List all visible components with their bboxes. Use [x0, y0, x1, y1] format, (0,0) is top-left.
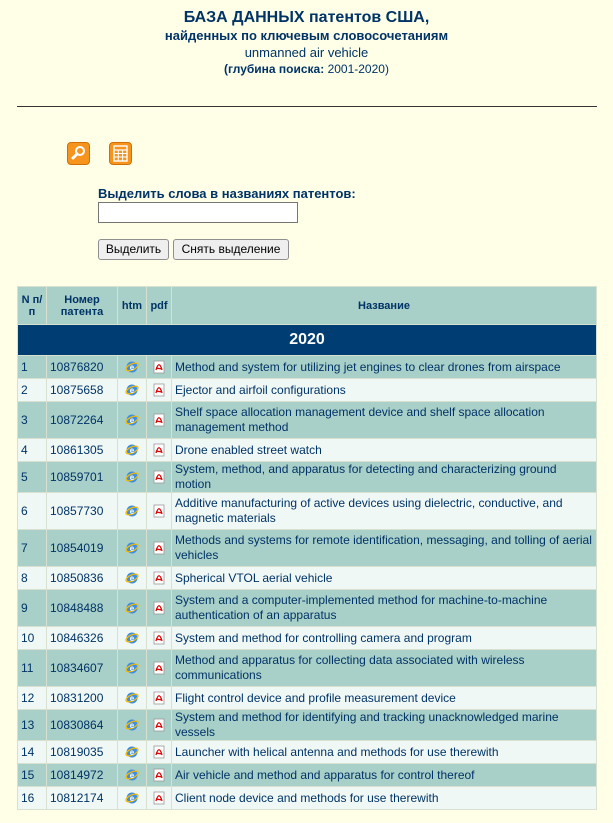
patent-number[interactable]: [47, 787, 118, 810]
table-row: [18, 379, 597, 402]
search-query: unmanned air vehicle: [0, 44, 613, 61]
ie-icon[interactable]: [125, 571, 139, 585]
patent-number-text[interactable]: 10819035: [50, 745, 103, 759]
htm-link[interactable]: [118, 462, 147, 493]
col-header-name: Название: [172, 287, 597, 325]
patent-number[interactable]: [47, 650, 118, 687]
highlight-button[interactable]: Выделить: [98, 239, 169, 260]
pdf-icon[interactable]: [152, 470, 166, 484]
patent-number-text[interactable]: 10834607: [50, 661, 103, 675]
page-subtitle: найденных по ключевым словосочетаниям: [0, 27, 613, 44]
ie-icon[interactable]: [125, 383, 139, 397]
table-row: [18, 687, 597, 710]
htm-link[interactable]: [118, 687, 147, 710]
patent-title: Launcher with helical antenna and methods for use therewith: [172, 741, 597, 764]
svg-text:e: e: [130, 794, 135, 803]
patent-number[interactable]: [47, 741, 118, 764]
patent-number-text[interactable]: 10814972: [50, 768, 103, 782]
ie-icon[interactable]: [125, 360, 139, 374]
patent-title: Methods and systems for remote identification, messaging, and tolling of aerial vehicles: [172, 530, 597, 567]
clear-highlight-button[interactable]: Снять выделение: [173, 239, 289, 260]
pdf-link[interactable]: [147, 650, 172, 687]
pdf-link[interactable]: [147, 687, 172, 710]
search-depth-label: (глубина поиска:: [224, 62, 324, 76]
row-number: 5: [18, 462, 47, 493]
patent-number[interactable]: [47, 379, 118, 402]
pdf-icon[interactable]: [152, 541, 166, 555]
highlight-label: Выделить слова в названиях патентов:: [98, 186, 356, 201]
row-number: 8: [18, 567, 47, 590]
table-row: [18, 710, 597, 741]
table-row: [18, 764, 597, 787]
row-number: 9: [18, 590, 47, 627]
svg-text:e: e: [130, 544, 135, 553]
patent-title: Client node device and methods for use therewith: [172, 787, 597, 810]
patent-number-text[interactable]: 10850836: [50, 571, 103, 585]
patent-title: Spherical VTOL aerial vehicle: [172, 567, 597, 590]
col-header-n: N п/п: [18, 287, 47, 325]
htm-link[interactable]: [118, 741, 147, 764]
ie-icon[interactable]: [125, 470, 139, 484]
ie-icon[interactable]: [125, 443, 139, 457]
patent-number-text[interactable]: 10846326: [50, 631, 103, 645]
patent-number[interactable]: [47, 710, 118, 741]
col-header-htm: htm: [118, 287, 147, 325]
ie-icon[interactable]: [125, 413, 139, 427]
patent-number[interactable]: [47, 439, 118, 462]
pdf-icon[interactable]: [152, 504, 166, 518]
patent-number[interactable]: [47, 402, 118, 439]
calculator-button[interactable]: [109, 142, 132, 165]
patent-number[interactable]: [47, 627, 118, 650]
patent-title: Ejector and airfoil configurations: [172, 379, 597, 402]
patent-title: Method and system for utilizing jet engines to clear drones from airspace: [172, 356, 597, 379]
svg-text:e: e: [130, 574, 135, 583]
patent-title: Method and apparatus for collecting data associated with wireless communications: [172, 650, 597, 687]
row-number: 14: [18, 741, 47, 764]
svg-text:e: e: [130, 363, 135, 372]
table-row: [18, 493, 597, 530]
patent-number[interactable]: [47, 462, 118, 493]
ie-icon[interactable]: [125, 745, 139, 759]
patent-number-text[interactable]: 10861305: [50, 443, 103, 457]
htm-link[interactable]: [118, 356, 147, 379]
pdf-link[interactable]: [147, 402, 172, 439]
patent-number[interactable]: [47, 356, 118, 379]
htm-link[interactable]: [118, 493, 147, 530]
svg-text:e: e: [130, 446, 135, 455]
htm-link[interactable]: [118, 379, 147, 402]
svg-text:e: e: [130, 416, 135, 425]
patent-title: Flight control device and profile measurement device: [172, 687, 597, 710]
svg-text:e: e: [130, 748, 135, 757]
table-row: [18, 462, 597, 493]
htm-link[interactable]: [118, 787, 147, 810]
row-number: 6: [18, 493, 47, 530]
pdf-icon[interactable]: [152, 443, 166, 457]
patent-title: System and method for controlling camera and program: [172, 627, 597, 650]
row-number: 16: [18, 787, 47, 810]
svg-text:e: e: [130, 721, 135, 730]
pdf-icon[interactable]: [152, 718, 166, 732]
patent-number[interactable]: [47, 590, 118, 627]
pdf-icon[interactable]: [152, 360, 166, 374]
svg-text:e: e: [130, 694, 135, 703]
svg-text:e: e: [130, 664, 135, 673]
calculator-icon: [110, 143, 131, 164]
pdf-link[interactable]: [147, 787, 172, 810]
row-number: 15: [18, 764, 47, 787]
header-divider: [17, 106, 597, 107]
col-header-pdf: pdf: [147, 287, 172, 325]
htm-link[interactable]: [118, 402, 147, 439]
patent-title: Air vehicle and method and apparatus for control thereof: [172, 764, 597, 787]
patent-number-text[interactable]: 10872264: [50, 413, 103, 427]
ie-icon[interactable]: [125, 791, 139, 805]
pdf-link[interactable]: [147, 627, 172, 650]
page-title: БАЗА ДАННЫХ патентов США,: [0, 8, 613, 27]
search-button[interactable]: [67, 142, 90, 165]
pdf-icon[interactable]: [152, 791, 166, 805]
year-group-row: [18, 325, 597, 356]
table-row: [18, 356, 597, 379]
table-header-row: [18, 287, 597, 325]
row-number: 1: [18, 356, 47, 379]
patent-title: System and method for identifying and tracking unacknowledged marine vessels: [172, 710, 597, 741]
patent-number-text[interactable]: 10854019: [50, 541, 103, 555]
ie-icon[interactable]: [125, 631, 139, 645]
patent-number-text[interactable]: 10875658: [50, 383, 103, 397]
htm-link[interactable]: [118, 710, 147, 741]
patent-number-text[interactable]: 10859701: [50, 470, 103, 484]
patent-number-text[interactable]: 10812174: [50, 791, 103, 805]
pdf-icon[interactable]: [152, 571, 166, 585]
row-number: 11: [18, 650, 47, 687]
table-row: [18, 402, 597, 439]
table-row: [18, 567, 597, 590]
patent-title: System, method, and apparatus for detecting and characterizing ground motion: [172, 462, 597, 493]
pdf-link[interactable]: [147, 567, 172, 590]
pdf-icon[interactable]: [152, 691, 166, 705]
svg-text:e: e: [130, 771, 135, 780]
patent-title: Drone enabled street watch: [172, 439, 597, 462]
svg-text:e: e: [130, 634, 135, 643]
table-row: [18, 590, 597, 627]
ie-icon[interactable]: [125, 718, 139, 732]
patent-title: Additive manufacturing of active devices using dielectric, conductive, and magnetic materials: [172, 493, 597, 530]
htm-link[interactable]: [118, 530, 147, 567]
patent-number-text[interactable]: 10876820: [50, 360, 103, 374]
col-header-number: Номер патента: [47, 287, 118, 325]
pdf-icon[interactable]: [152, 631, 166, 645]
patent-title: Shelf space allocation management device and shelf space allocation management method: [172, 402, 597, 439]
row-number: 7: [18, 530, 47, 567]
htm-link[interactable]: [118, 439, 147, 462]
patent-number-text[interactable]: 10857730: [50, 504, 103, 518]
table-row: [18, 627, 597, 650]
pdf-link[interactable]: [147, 356, 172, 379]
ie-icon[interactable]: [125, 601, 139, 615]
pdf-icon[interactable]: [152, 383, 166, 397]
row-number: 4: [18, 439, 47, 462]
highlight-words-input[interactable]: [98, 202, 298, 223]
patent-number[interactable]: [47, 530, 118, 567]
svg-text:e: e: [130, 507, 135, 516]
pdf-icon[interactable]: [152, 601, 166, 615]
patent-number-text[interactable]: 10848488: [50, 601, 103, 615]
pdf-link[interactable]: [147, 439, 172, 462]
pdf-link[interactable]: [147, 493, 172, 530]
ie-icon[interactable]: [125, 768, 139, 782]
ie-icon[interactable]: [125, 661, 139, 675]
table-row: [18, 439, 597, 462]
pdf-link[interactable]: [147, 379, 172, 402]
search-depth: [0, 61, 613, 78]
patent-title: System and a computer-implemented method for machine-to-machine authentication of an apparatus: [172, 590, 597, 627]
row-number: 10: [18, 627, 47, 650]
patent-number[interactable]: [47, 687, 118, 710]
patents-table: [17, 286, 597, 810]
pdf-icon[interactable]: [152, 413, 166, 427]
row-number: 13: [18, 710, 47, 741]
htm-link[interactable]: [118, 650, 147, 687]
htm-link[interactable]: [118, 567, 147, 590]
pdf-link[interactable]: [147, 710, 172, 741]
svg-text:e: e: [130, 604, 135, 613]
table-row: [18, 741, 597, 764]
pdf-icon[interactable]: [152, 661, 166, 675]
htm-link[interactable]: [118, 627, 147, 650]
patent-number[interactable]: [47, 764, 118, 787]
row-number: 2: [18, 379, 47, 402]
htm-link[interactable]: [118, 764, 147, 787]
pdf-link[interactable]: [147, 462, 172, 493]
svg-text:e: e: [130, 386, 135, 395]
row-number: 12: [18, 687, 47, 710]
patent-number-text[interactable]: 10831200: [50, 691, 103, 705]
search-depth-value: 2001-2020): [328, 62, 389, 76]
patent-number[interactable]: [47, 493, 118, 530]
patent-number[interactable]: [47, 567, 118, 590]
row-number: 3: [18, 402, 47, 439]
ie-icon[interactable]: [125, 541, 139, 555]
pdf-link[interactable]: [147, 764, 172, 787]
htm-link[interactable]: [118, 590, 147, 627]
page-header: [0, 0, 613, 78]
search-icon: [68, 143, 89, 164]
pdf-icon[interactable]: [152, 745, 166, 759]
svg-text:e: e: [130, 473, 135, 482]
pdf-link[interactable]: [147, 530, 172, 567]
year-label: 2020: [18, 325, 597, 356]
table-row: [18, 530, 597, 567]
patent-number-text[interactable]: 10830864: [50, 718, 103, 732]
table-row: [18, 787, 597, 810]
table-row: [18, 650, 597, 687]
pdf-link[interactable]: [147, 590, 172, 627]
ie-icon[interactable]: [125, 691, 139, 705]
ie-icon[interactable]: [125, 504, 139, 518]
pdf-link[interactable]: [147, 741, 172, 764]
pdf-icon[interactable]: [152, 768, 166, 782]
